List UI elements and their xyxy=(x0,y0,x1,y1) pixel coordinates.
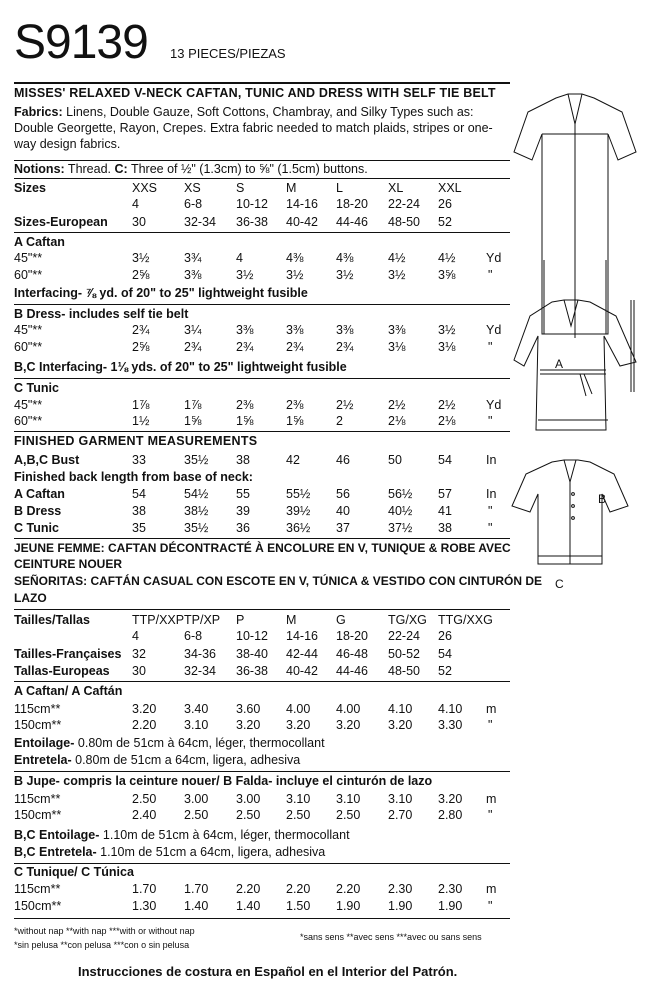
caftan-a-illustration xyxy=(514,94,636,371)
view-label-a: A xyxy=(555,357,564,371)
footnote-spanish: *sin pelusa **con pelusa ***con o sin pelusa xyxy=(14,940,190,950)
section-a-caftan-metric: A Caftan/ A Caftán xyxy=(14,684,123,698)
bc-entoilage-note: B,C Entoilage- 1.10m de 51cm à 64cm, léger, thermocollant xyxy=(14,828,350,842)
bc-entretela-note: B,C Entretela- 1.10m de 51cm a 64cm, ligera, adhesiva xyxy=(14,845,326,859)
divider xyxy=(14,771,510,772)
divider xyxy=(14,232,510,233)
garment-illustrations xyxy=(510,90,640,591)
footnote-english: *without nap **with nap ***with or without nap xyxy=(14,926,195,936)
divider xyxy=(14,681,510,682)
divider xyxy=(14,160,510,161)
divider xyxy=(14,304,510,305)
fabrics-text: Fabrics: Linens, Double Gauze, Soft Cottons, Chambray, and Silky Types such as: Double Georgette, Rayon, Crepes. Extra fabric needed to match plaids, stripes or one-way design fabrics. xyxy=(14,105,493,151)
spanish-title: LAZO xyxy=(14,591,47,605)
tunic-c-illustration xyxy=(512,460,628,591)
interfacing-note: Interfacing- ⅞ yd. of 20" to 25" lightweight fusible xyxy=(14,286,308,300)
bc-interfacing-note: B,C Interfacing- 1⅛ yds. of 20" to 25" lightweight fusible xyxy=(14,360,347,374)
section-b-dress: B Dress- includes self tie belt xyxy=(14,307,189,321)
spanish-instructions-note: Instrucciones de costura en Español en el Interior del Patrón. xyxy=(78,964,458,979)
french-title: JEUNE FEMME: CAFTAN DÉCONTRACTÉ À ENCOLURE EN V, TUNIQUE & ROBE AVEC xyxy=(14,541,511,555)
view-label-c: C xyxy=(555,577,564,591)
divider xyxy=(14,863,510,864)
entretela-note: Entretela- 0.80m de 51cm a 64cm, ligera, adhesiva xyxy=(14,753,301,767)
pattern-headline: MISSES' RELAXED V-NECK CAFTAN, TUNIC AND DRESS WITH SELF TIE BELT xyxy=(14,86,496,100)
section-b-metric: B Jupe- compris la ceinture nouer/ B Falda- incluye el cinturón de lazo xyxy=(14,774,433,788)
section-c-tunic: C Tunic xyxy=(14,381,59,395)
divider xyxy=(14,82,510,84)
divider xyxy=(14,609,510,610)
spanish-title: SEÑORITAS: CAFTÁN CASUAL CON ESCOTE EN V, TÚNICA & VESTIDO CON CINTURÓN DE xyxy=(14,574,543,588)
entoilage-note: Entoilage- 0.80m de 51cm à 64cm, léger, thermocollant xyxy=(14,736,325,750)
pattern-number: S9139 xyxy=(14,16,148,69)
divider xyxy=(14,538,510,539)
view-label-b: B xyxy=(598,492,607,506)
french-title: CEINTURE NOUER xyxy=(14,557,123,571)
notions-text: Notions: Thread. C: Three of ½" (1.3cm) to ⅝" (1.5cm) buttons. xyxy=(14,162,368,176)
divider xyxy=(14,431,510,432)
footnote-french: *sans sens **avec sens ***avec ou sans sens xyxy=(300,932,482,942)
divider xyxy=(14,378,510,379)
section-c-metric: C Tunique/ C Túnica xyxy=(14,865,134,879)
pieces-count: 13 PIECES/PIEZAS xyxy=(170,46,286,61)
divider xyxy=(14,918,510,919)
divider xyxy=(14,178,510,179)
section-a-caftan: A Caftan xyxy=(14,235,65,249)
pattern-envelope-back: S9139 13 PIECES/PIEZAS MISSES' RELAXED V-NECK CAFTAN, TUNIC AND DRESS WITH SELF TIE BELT Fabrics: Linens, Double Gauze, Soft Cottons, Chambray, and Silky Types such as: Double Georgette, Rayon, Crepes. Extra fabric needed to match plaids, stripes or one-way design fabrics. Notions: Thread. C: Three of ½" (1.3cm) to ⅝" (1.5cm) buttons. Sizes XXS XS S M L XL XXL 4 6-8 10-12 14-16 18-20 22-24 26 Sizes-European 30 32-34 36-38 40-42 44-46 48-50 52 A Caftan 45"** 3½ 3¾ 4 4⅜ 4⅜ 4½ 4½ Yd 60"** 2⅝ 3⅜ 3½ 3½ 3½ 3½ 3⅝ " Interfacing- ⅞ yd. of 20" to 25" lightweight fusible B Dress- includes self tie belt 45"** 2¾ 3¼ 3⅜ 3⅜ 3⅜ 3⅜ 3½ Yd 60"** 2⅝ 2¾ 2¾ 2¾ 2¾ 3⅛ 3⅛ " B,C Interfacing- 1⅛ yds. of 20" to 25" lightweight fusible C Tunic 45"** 1⅞ 1⅞ 2⅜ 2⅜ 2½ 2½ 2½ Yd 60"** 1½ 1⅝ 1⅝ 1⅝ 2 2⅛ 2⅛ " FINISHED GARMENT MEASUREMENTS A,B,C Bust 33 35½ 38 42 46 50 54 In Finished back length from base of neck: A Caftan 54 54½ 55 55½ 56 56½ 57 In B Dress 38 38½ 39 39½ 40 40½ 41 " C Tunic 35 35½ 36 36½ 37 37½ 38 " JEUNE FEMME: CAFTAN DÉCONTRACTÉ À ENCOLURE EN V, TUNIQUE & ROBE AVEC CEINTURE NOUER SEÑORITAS: CAFTÁN CASUAL CON ESCOTE EN V, TÚNICA & VESTIDO CON CINTURÓN DE LAZO Tailles/Tallas TTP/XXP TP/XP P M G TG/XG TTG/XXG 4 6-8 10-12 14-16 18-20 22-24 26 Tailles-Françaises 32 34-36 38-40 42-44 46-48 50-52 54 Tallas-Europeas 30 32-34 36-38 40-42 44-46 48-50 52 A Caftan/ A Caftán 115cm** 3.20 3.40 3.60 4.00 4.00 4.10 4.10 m 150cm** 2.20 3.10 3.20 3.20 3.20 3.20 3.30 " Entoilage- 0.80m de 51cm à 64cm, léger, thermocollant Entretela- 0.80m de 51cm a 64cm, ligera, adhesiva B Jupe- compris la ceinture nouer/ B Falda- incluye el cinturón de lazo 115cm** 2.50 3.00 3.00 3.10 3.10 3.10 3.20 m 150cm** 2.40 2.50 2.50 2.50 2.50 2.70 2.80 " B,C Entoilage- 1.10m de 51cm à 64cm, léger, thermocollant B,C Entretela- 1.10m de 51cm a 64cm, ligera, adhesiva C Tunique/ C Túnica 115cm** 1.70 1.70 2.20 2.20 2.20 2.30 2.30 m 150cm** 1.30 1.40 1.40 1.50 1.90 1.90 1.90 " *without nap **with nap ***with or without nap *sans sens **avec sens ***avec ou sans sens *sin pelusa **con pelusa ***con o sin pelusa Instrucciones de costura en Español en el Interior del Patrón. A B C xyxy=(0,0,645,1000)
finished-measurements-title: FINISHED GARMENT MEASUREMENTS xyxy=(14,434,258,448)
back-length-title: Finished back length from base of neck: xyxy=(14,470,253,484)
